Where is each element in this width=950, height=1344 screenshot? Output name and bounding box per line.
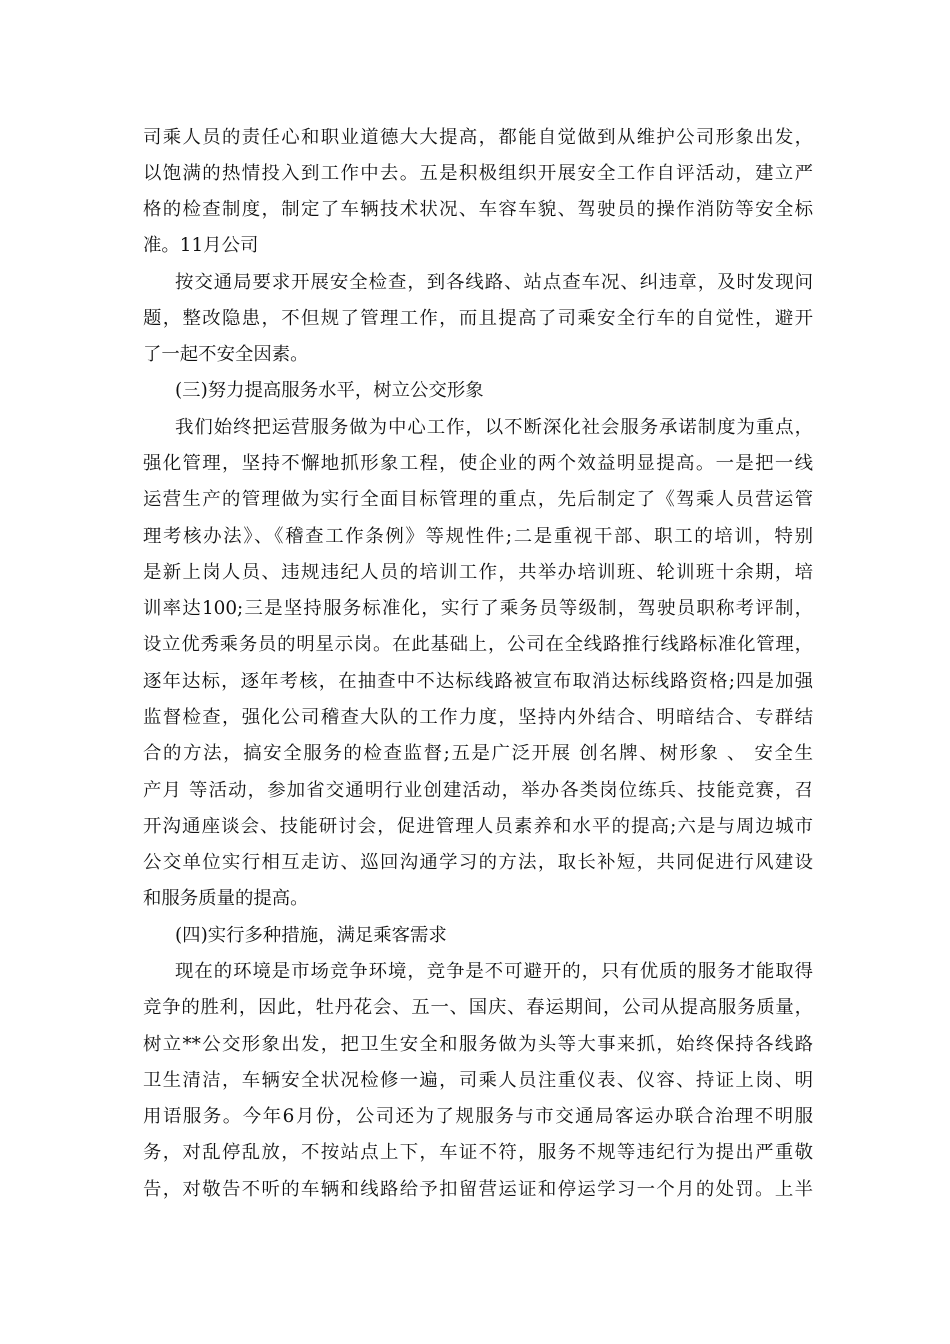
text-line: 运营生产的管理做为实行全面目标管理的重点，先后制定了《驾乘人员营运管: [143, 489, 813, 510]
text-line: 树立**公交形象出发，把卫生安全和服务做为头等大事来抓，始终保持各线路: [143, 1034, 813, 1055]
text-line: 按交通局要求开展安全检查，到各线路、站点查车况、纠违章，及时发现问: [175, 272, 813, 293]
text-line: 开沟通座谈会、技能研讨会，促进管理人员素养和水平的提高;六是与周边城市: [143, 816, 813, 837]
section-heading: (四)实行多种措施，满足乘客需求: [175, 925, 447, 946]
text-line: 以饱满的热情投入到工作中去。五是积极组织开展安全工作自评活动，建立严: [143, 163, 813, 184]
text-line: 监督检查，强化公司稽查大队的工作力度，坚持内外结合、明暗结合、专群结: [143, 707, 813, 728]
text-line: 理考核办法》、《稽查工作条例》等规性件;二是重视干部、职工的培训，特别: [143, 526, 813, 547]
text-line: 现在的环境是市场竞争环境，竞争是不可避开的，只有优质的服务才能取得: [175, 961, 813, 982]
text-line: 准。11月公司: [143, 235, 259, 256]
text-line: 合的方法，搞安全服务的检查监督;五是广泛开展 创名牌、树形象 、 安全生: [143, 743, 813, 764]
text-line: 逐年达标，逐年考核，在抽查中不达标线路被宣布取消达标线路资格;四是加强: [143, 671, 813, 692]
text-line: 司乘人员的责任心和职业道德大大提高，都能自觉做到从维护公司形象出发，: [143, 127, 813, 148]
text-line: 了一起不安全因素。: [143, 344, 309, 365]
text-line: 务，对乱停乱放，不按站点上下，车证不符，服务不规等违纪行为提出严重敬: [143, 1142, 813, 1163]
text-line: 强化管理，坚持不懈地抓形象工程，使企业的两个效益明显提高。一是把一线: [143, 453, 813, 474]
text-line: 设立优秀乘务员的明星示岗。在此基础上，公司在全线路推行线路标准化管理，: [143, 634, 813, 655]
text-line: 用语服务。今年6月份，公司还为了规服务与市交通局客运办联合治理不明服: [143, 1106, 813, 1127]
text-line: 题，整改隐患，不但规了管理工作，而且提高了司乘安全行车的自觉性，避开: [143, 308, 813, 329]
text-line: 告，对敬告不听的车辆和线路给予扣留营运证和停运学习一个月的处罚。上半: [143, 1179, 813, 1200]
text-line: 公交单位实行相互走访、巡回沟通学习的方法，取长补短，共同促进行风建设: [143, 852, 813, 873]
text-line: 训率达100;三是坚持服务标准化，实行了乘务员等级制，驾驶员职称考评制，: [143, 598, 813, 619]
text-line: 卫生清洁，车辆安全状况检修一遍，司乘人员注重仪表、仪容、持证上岗、明: [143, 1070, 813, 1091]
section-heading: (三)努力提高服务水平，树立公交形象: [175, 380, 484, 401]
text-line: 格的检查制度，制定了车辆技术状况、车容车貌、驾驶员的操作消防等安全标: [143, 199, 813, 220]
text-line: 竞争的胜利，因此，牡丹花会、五一、国庆、春运期间，公司从提高服务质量，: [143, 997, 813, 1018]
text-line: 是新上岗人员、违规违纪人员的培训工作，共举办培训班、轮训班十余期，培: [143, 562, 813, 583]
text-line: 我们始终把运营服务做为中心工作，以不断深化社会服务承诺制度为重点，: [175, 417, 813, 438]
text-line: 产月 等活动，参加省交通明行业创建活动，举办各类岗位练兵、技能竞赛，召: [143, 780, 813, 801]
text-line: 和服务质量的提高。: [143, 888, 309, 909]
